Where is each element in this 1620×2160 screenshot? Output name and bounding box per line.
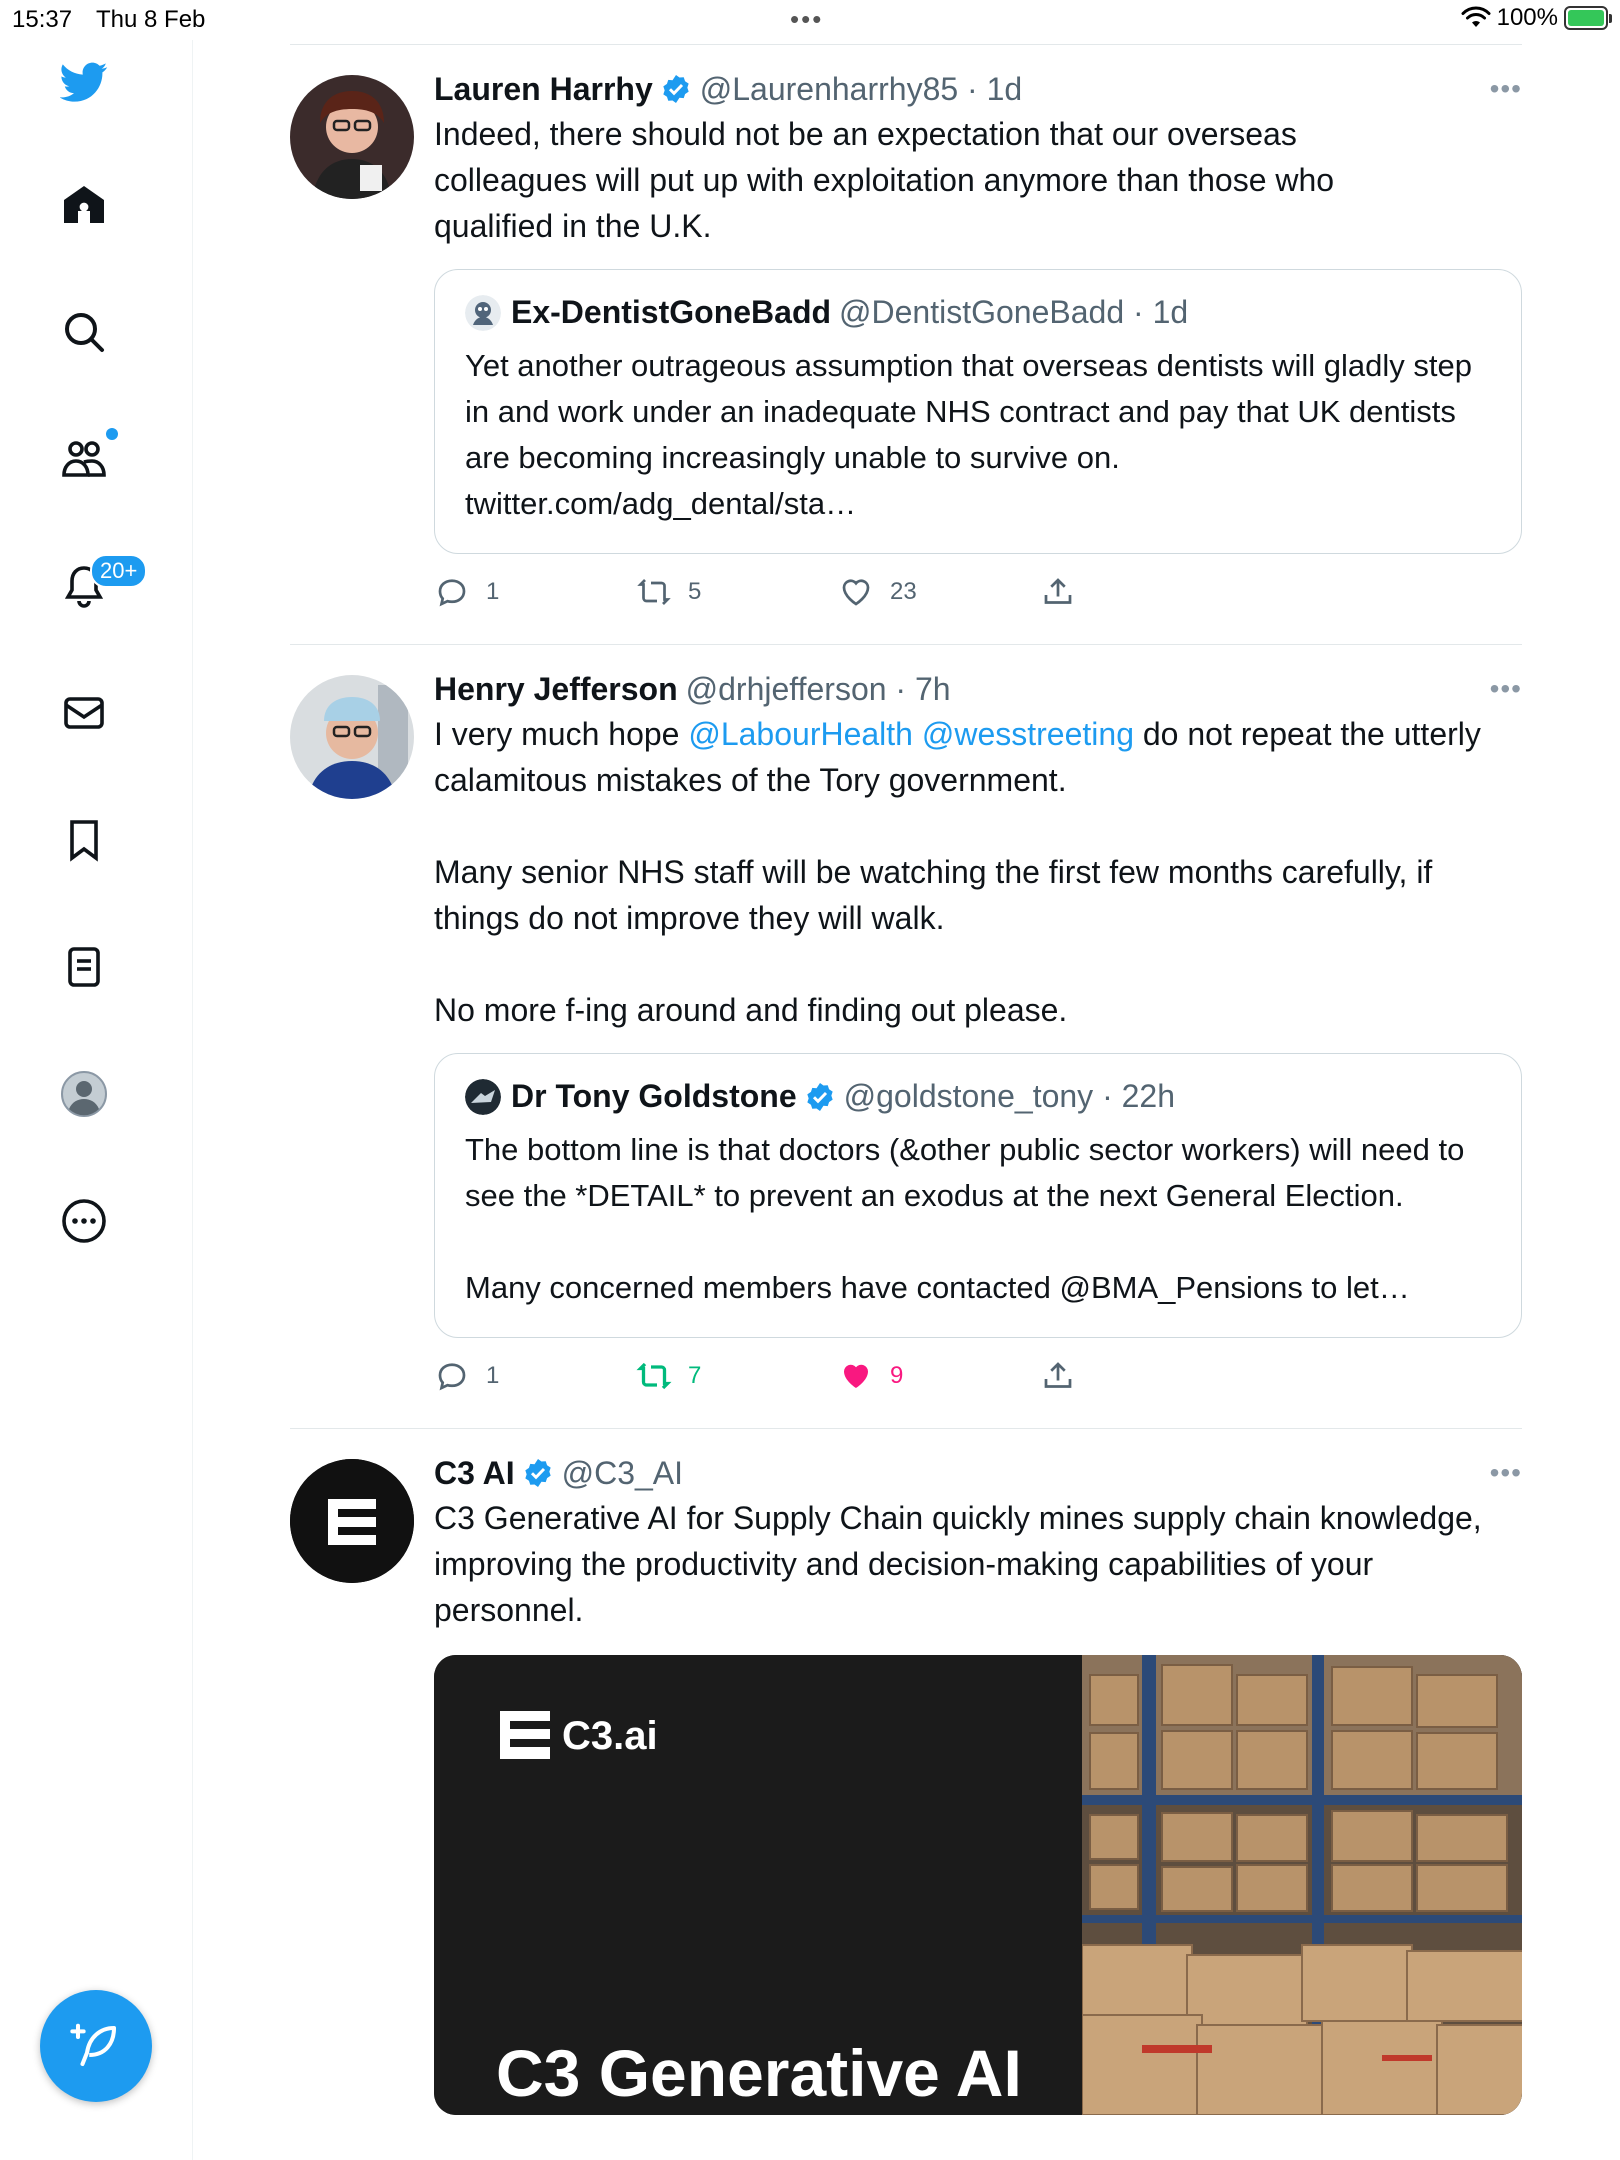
c3-logo-icon bbox=[496, 1707, 554, 1765]
battery-percent: 100% bbox=[1496, 4, 1558, 31]
quoted-avatar bbox=[465, 1079, 501, 1115]
avatar[interactable] bbox=[290, 675, 414, 799]
retweet-icon bbox=[636, 574, 672, 610]
communities-dot bbox=[106, 428, 118, 440]
tweet-text-rest: do not repeat the utterly calamitous mistakes of the Tory government. Many senior NHS staff will be watching the first few months carefully, if things do not improve they will walk. No more f-ing around and finding out please. bbox=[434, 716, 1481, 1028]
quoted-avatar bbox=[465, 295, 501, 331]
heart-icon bbox=[838, 574, 874, 610]
tweet-more-icon[interactable]: ••• bbox=[1489, 673, 1522, 704]
verified-badge-icon bbox=[660, 73, 692, 105]
media-logo-text: C3.ai bbox=[562, 1713, 658, 1758]
status-time: 15:37 bbox=[12, 6, 73, 33]
verified-badge-icon bbox=[522, 1457, 554, 1489]
wifi-icon bbox=[1461, 6, 1491, 30]
tweet-text bbox=[434, 711, 1522, 1033]
battery-icon bbox=[1564, 6, 1612, 30]
tweet-text-start: I very much hope bbox=[434, 716, 689, 752]
quoted-text: The bottom line is that doctors (&other public sector workers) will need to see the *DETAIL* to prevent an exodus at the next General Election. Many concerned members have contacted @BMA_Pensions to let… bbox=[465, 1132, 1465, 1305]
verified-badge-icon bbox=[804, 1081, 836, 1113]
status-date: Thu 8 Feb bbox=[96, 6, 206, 33]
avatar[interactable] bbox=[290, 1459, 414, 1583]
quoted-text: Yet another outrageous assumption that overseas dentists will gladly step in and work under an inadequate NHS contract and pay that UK dentists are becoming increasingly unable to survive on. twitter.com/adg_dental/sta… bbox=[465, 348, 1481, 521]
quoted-author-handle: @DentistGoneBadd · 1d bbox=[839, 294, 1189, 330]
messages-icon[interactable] bbox=[39, 668, 129, 758]
quoted-author-name: Ex-DentistGoneBadd bbox=[511, 294, 832, 330]
reply-count: 1 bbox=[486, 1362, 500, 1389]
tweet-more-icon[interactable]: ••• bbox=[1489, 73, 1522, 104]
like-count: 23 bbox=[890, 578, 917, 605]
timeline bbox=[290, 44, 1522, 2115]
retweet-count: 5 bbox=[688, 578, 702, 605]
like-button[interactable] bbox=[838, 574, 917, 610]
media-dark-panel bbox=[434, 1655, 1082, 2115]
mention-wesstreeting-link[interactable]: @wesstreeting bbox=[921, 716, 1134, 752]
tweet-more-icon[interactable]: ••• bbox=[1489, 1457, 1522, 1488]
home-icon[interactable] bbox=[39, 160, 129, 250]
tweet-media[interactable] bbox=[434, 1655, 1522, 2115]
quoted-author-name: Dr Tony Goldstone bbox=[511, 1078, 797, 1114]
communities-icon[interactable] bbox=[39, 414, 129, 504]
reply-icon bbox=[434, 1358, 470, 1394]
more-options-icon[interactable] bbox=[39, 1176, 129, 1266]
like-count: 9 bbox=[890, 1362, 904, 1389]
media-title: C3 Generative AI bbox=[496, 2036, 1022, 2110]
quoted-tweet[interactable] bbox=[434, 269, 1522, 554]
compose-feather-icon bbox=[69, 2019, 123, 2073]
like-button[interactable] bbox=[838, 1358, 903, 1394]
retweet-count: 7 bbox=[688, 1362, 702, 1389]
tweet-author-name[interactable]: Lauren Harrhy bbox=[434, 70, 653, 107]
tweet-author-name[interactable]: Henry Jefferson bbox=[434, 670, 678, 707]
share-icon bbox=[1040, 574, 1076, 610]
tweet-actions bbox=[434, 1338, 1522, 1428]
twitter-logo-icon[interactable] bbox=[39, 37, 129, 127]
share-button[interactable] bbox=[1040, 574, 1076, 610]
notifications-badge: 20+ bbox=[90, 554, 147, 588]
reply-count: 1 bbox=[486, 578, 500, 605]
status-bar bbox=[0, 0, 1620, 40]
bookmarks-icon[interactable] bbox=[39, 795, 129, 885]
search-icon[interactable] bbox=[39, 287, 129, 377]
tweet-text: Indeed, there should not be an expectation that our overseas colleagues will put up with exploitation anymore than those who qualified in the U.K. bbox=[434, 116, 1343, 244]
tweet-text: C3 Generative AI for Supply Chain quickly mines supply chain knowledge, improving the productivity and decision-making capabilities of your personnel. bbox=[434, 1500, 1491, 1628]
retweet-icon bbox=[636, 1358, 672, 1394]
tweet-author-name[interactable]: C3 AI bbox=[434, 1454, 515, 1491]
heart-icon bbox=[838, 1358, 874, 1394]
tweet-author-handle[interactable]: @C3_AI bbox=[561, 1454, 684, 1491]
sidebar bbox=[0, 40, 193, 2160]
quoted-tweet[interactable] bbox=[434, 1053, 1522, 1338]
avatar[interactable] bbox=[290, 75, 414, 199]
tweet[interactable] bbox=[290, 644, 1522, 1428]
compose-tweet-button[interactable] bbox=[40, 1990, 152, 2102]
multitasking-dots[interactable]: ••• bbox=[790, 4, 824, 34]
reply-button[interactable] bbox=[434, 574, 499, 610]
tweet-author-handle[interactable]: @drhjefferson · 7h bbox=[685, 670, 951, 707]
profile-avatar-icon[interactable] bbox=[39, 1049, 129, 1139]
tweet[interactable] bbox=[290, 44, 1522, 644]
warehouse-image bbox=[1082, 1655, 1522, 2115]
share-button[interactable] bbox=[1040, 1358, 1076, 1394]
reply-icon bbox=[434, 574, 470, 610]
status-right bbox=[1461, 4, 1612, 32]
tweet[interactable] bbox=[290, 1428, 1522, 2115]
retweet-button[interactable] bbox=[636, 1358, 701, 1394]
quoted-author-handle: @goldstone_tony · 22h bbox=[843, 1078, 1175, 1114]
tweet-author-handle[interactable]: @Laurenharrhy85 · 1d bbox=[699, 70, 1023, 107]
media-logo bbox=[496, 1707, 658, 1765]
tweet-actions bbox=[434, 554, 1522, 644]
retweet-button[interactable] bbox=[636, 574, 701, 610]
lists-icon[interactable] bbox=[39, 922, 129, 1012]
share-icon bbox=[1040, 1358, 1076, 1394]
reply-button[interactable] bbox=[434, 1358, 499, 1394]
mention-labourhealth-link[interactable]: @LabourHealth bbox=[688, 716, 913, 752]
